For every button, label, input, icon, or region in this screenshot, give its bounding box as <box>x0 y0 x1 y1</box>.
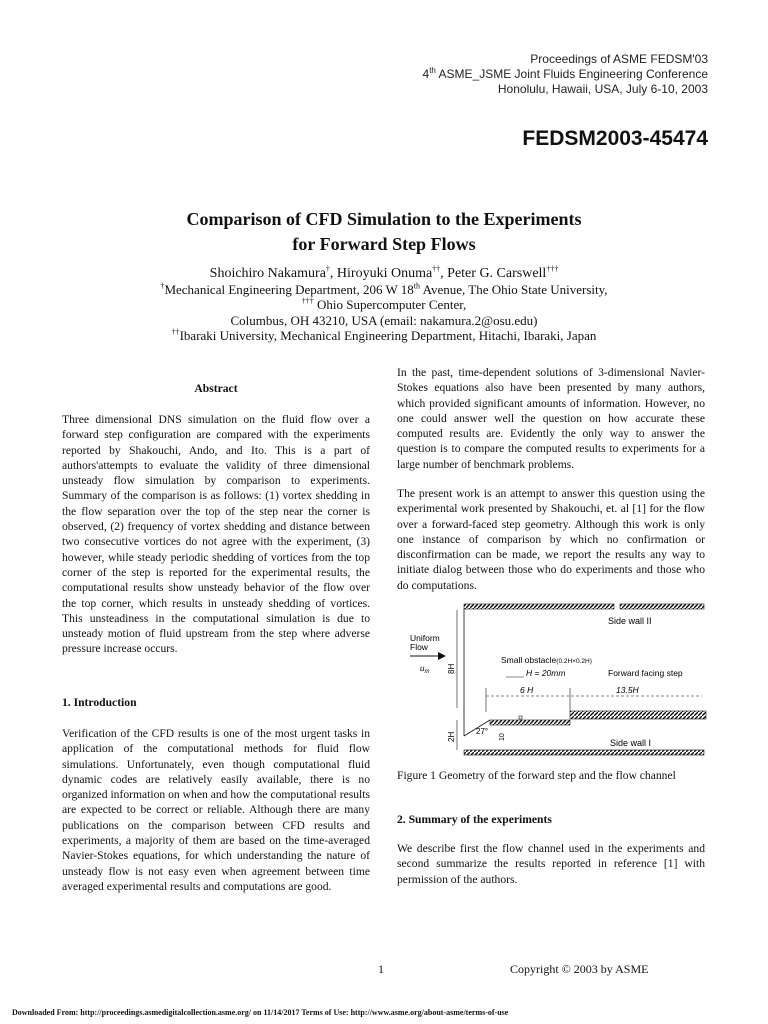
side-wall-top-label: Side wall II <box>608 616 652 626</box>
affiliation-4-text: Ibaraki University, Mechanical Engineering Department, Hitachi, Ibaraki, Japan <box>179 328 597 343</box>
small-obstacle-mark <box>519 716 522 719</box>
obstacle-dims: (0.2H×0.2H) <box>556 658 592 665</box>
introduction-text: Verification of the CFD results is one of the most urgent tasks in application of the computational methods for fluid flow simulations. Unfortunately, even though computational fluid dynamic codes are relatively easily available, there is no organized information on when and how the computational results are expected to be correct or reliable. Although there are many publications on the comparison between CFD results and experiments, a majority of them are based on the time-averaged Navier-Stokes equations, for which understanding the nature of unsteady flow is not easy even when agreement between time averaged experimental results and computations are good. <box>62 727 370 893</box>
title-line-2: for Forward Step Flows <box>292 234 476 254</box>
affiliation-2 <box>0 297 768 313</box>
copyright: Copyright © 2003 by ASME <box>510 962 649 976</box>
author-block <box>0 266 768 344</box>
um-symbol: u <box>420 664 425 673</box>
section-2-text: We describe first the flow channel used in the experiments and second summarize the results reported in reference [1] with permission of the authors. <box>397 842 705 886</box>
affiliation-4 <box>0 328 768 344</box>
author-1-mark: † <box>325 264 330 274</box>
flow-label: Flow <box>410 642 428 652</box>
conference-ordinal: 4 <box>422 67 430 81</box>
paper-title <box>0 207 768 257</box>
affiliation-3: Columbus, OH 43210, USA (email: nakamura.2@osu.edu) <box>230 312 538 328</box>
author-1: Shoichiro Nakamura <box>209 266 326 281</box>
introduction-heading-wrap <box>62 695 370 710</box>
affiliation-1-mark: † <box>160 281 165 291</box>
angle-label: 27° <box>476 727 489 736</box>
right-paragraph-2 <box>397 486 705 593</box>
small-obstacle-label <box>501 655 592 665</box>
proceedings-header <box>423 52 709 97</box>
dim-8h-label: 8H <box>447 663 456 674</box>
right-paragraph-2-text: The present work is an attempt to answer this question using the experimental work presented by Shakouchi, et. al [1] for the flow over a forward-faced step geometry. Although this work is only one instance of comparison by which no confirmation or disconfirmation can be made, we report the results any way to initiate dialog between those who do experiments and those who do computations. <box>397 487 705 592</box>
page-number: 1 <box>378 962 384 976</box>
conference-rest: ASME_JSME Joint Fluids Engineering Conference <box>435 67 708 81</box>
top-wall-right <box>620 604 704 609</box>
um-subscript: m <box>424 669 430 675</box>
affiliation-2-text: Ohio Supercomputer Center, <box>313 297 467 312</box>
download-notice: Downloaded From: http://proceedings.asmedigitalcollection.asme.org/ on 11/14/2017 Terms of Use: http://www.asme.org/about-asme/terms-of-use <box>12 1008 509 1017</box>
section-2-section <box>397 841 705 887</box>
introduction-heading: 1. Introduction <box>62 696 137 709</box>
dim-2h-label: 2H <box>447 731 456 742</box>
abstract-text: Three dimensional DNS simulation on the fluid flow over a forward step configuration are compared with the experiments reported by Shakouchi, Ando, and Ito. This is a part of authors'attempts to evaluate the validity of three dimensional unsteady flow simulation by comparison to experiments. Summary of the comparison is as follows: (1) vortex shedding in the flow separation over the top of the step near the corner is observed, (2) frequency of vortex shedding and distance between two consecutive vortices do not agree with the experiment, (3) however, while steady periodic shedding of vortices from the top corner of the step is reported for the experimental results, the computational results show unsteady behavior of the flow over the top corner, which results in unsteady shedding of vortices. This unsteadiness in the computational simulation is due to unsteady motion of fluid upstream from the step where adverse pressure increase occurs. <box>62 413 370 656</box>
floor-upstream <box>490 720 570 725</box>
step-block <box>570 711 706 719</box>
author-2: , Hiroyuki Onuma <box>329 266 433 281</box>
affiliation-1-sup: th <box>413 281 421 291</box>
side-wall-bottom-label: Side wall I <box>610 738 652 748</box>
affiliation-1-b: Avenue, The Ohio State University, <box>420 281 608 297</box>
conference-name <box>423 67 709 82</box>
proceedings-name: Proceedings of ASME FEDSM'03 <box>530 52 708 66</box>
affiliation-4-mark: †† <box>171 327 180 337</box>
author-3-mark: ††† <box>546 264 559 274</box>
um-label <box>420 664 429 675</box>
conference-location: Honolulu, Hawaii, USA, July 6-10, 2003 <box>497 82 708 96</box>
section-2-heading: 2. Summary of the experiments <box>397 813 552 826</box>
right-paragraph-1-text: In the past, time-dependent solutions of 3-dimensional Navier-Stokes equations also have been presented by many authors, which provided significant amounts of information. However, no one could answer well the question on how accurate these computed results are. Evidently the only way to answer the question is to compare the computed results to experiments for a large number of benchmark problems. <box>397 366 705 471</box>
author-names <box>0 266 768 282</box>
right-paragraph-1 <box>397 365 705 472</box>
figure-1 <box>398 600 708 768</box>
abstract-heading: Abstract <box>194 382 238 395</box>
figure-1-caption: Figure 1 Geometry of the forward step and the flow channel <box>397 769 676 782</box>
dim-135h-label: 13.5H <box>616 685 639 695</box>
author-3: , Peter G. Carswell <box>440 266 547 281</box>
bottom-wall <box>464 750 704 755</box>
abstract-heading-wrap <box>62 381 370 396</box>
conference-ordinal-sup: th <box>429 66 436 75</box>
title-line-1: Comparison of CFD Simulation to the Experiments <box>186 209 582 229</box>
flow-arrow-head <box>438 652 446 660</box>
author-2-mark: †† <box>432 264 441 274</box>
introduction-section <box>62 726 370 894</box>
uniform-label: Uniform <box>410 633 440 643</box>
affiliation-1-a: Mechanical Engineering Department, 206 W 18 <box>164 281 414 297</box>
section-2-heading-wrap <box>397 812 705 827</box>
top-wall <box>464 604 614 609</box>
paper-id: FEDSM2003-45474 <box>522 127 708 150</box>
forward-step-label: Forward facing step <box>608 668 683 678</box>
affiliation-2-mark: ††† <box>301 296 314 306</box>
affiliation-1 <box>0 282 768 298</box>
dim-6h-label: 6 H <box>520 685 534 695</box>
small-obstacle-text: Small obstacle <box>501 655 557 665</box>
h-value-label: H = 20mm <box>526 668 566 678</box>
abstract-section <box>62 412 370 657</box>
step-geometry-diagram <box>398 600 708 768</box>
ten-label: 10 <box>499 733 506 741</box>
